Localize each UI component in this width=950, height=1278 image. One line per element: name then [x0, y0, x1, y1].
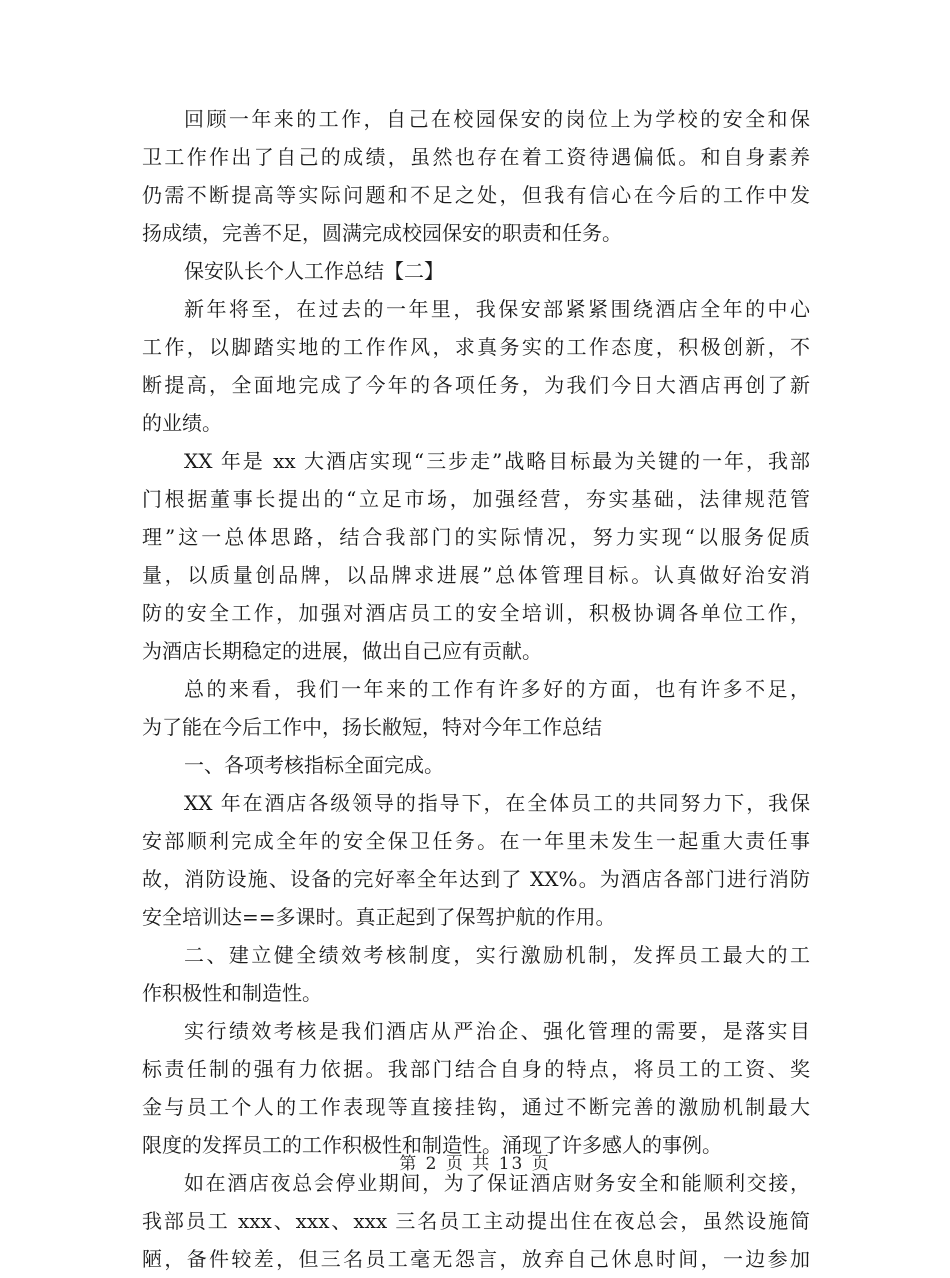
- text-line: 量，以质量创品牌，以品牌求进展”总体管理目标。认真做好治安消: [142, 563, 810, 587]
- text-line: 故，消防设施、设备的完好率全年达到了 XX%。为酒店各部门进行消防: [142, 867, 810, 891]
- text-line: 卫工作作出了自己的成绩，虽然也存在着工资待遇偏低。和自身素养: [142, 145, 810, 169]
- section-heading: 二、建立健全绩效考核制度，实行激励机制，发挥员工最大的工: [184, 943, 810, 967]
- text-line: 为酒店长期稳定的进展，做出自己应有贡献。: [142, 639, 542, 663]
- text-line: 回顾一年来的工作，自己在校园保安的岗位上为学校的安全和保: [184, 107, 810, 131]
- text-line: 仍需不断提高等实际问题和不足之处，但我有信心在今后的工作中发: [142, 183, 810, 207]
- text-line: 断提高，全面地完成了今年的各项任务，为我们今日大酒店再创了新: [142, 373, 810, 397]
- text-line: 门根据董事长提出的“立足市场，加强经营，夯实基础，法律规范管: [142, 487, 810, 511]
- text-line: 工作，以脚踏实地的工作作风，求真务实的工作态度，积极创新，不: [142, 335, 810, 359]
- section-heading: 作积极性和制造性。: [142, 981, 322, 1005]
- text-line: 理”这一总体思路，结合我部门的实际情况，努力实现“以服务促质: [142, 525, 810, 549]
- page-number-footer: 第 2 页 共 13 页: [399, 1154, 551, 1174]
- text-line: 如在酒店夜总会停业期间，为了保证酒店财务安全和能顺利交接，: [184, 1171, 810, 1195]
- text-line: 总的来看，我们一年来的工作有许多好的方面，也有许多不足，: [184, 677, 810, 701]
- text-line: 安全培训达==多课时。真正起到了保驾护航的作用。: [142, 905, 616, 929]
- text-line: 的业绩。: [142, 411, 222, 435]
- text-line: XX 年在酒店各级领导的指导下，在全体员工的共同努力下，我保: [184, 791, 810, 815]
- text-line: 陋，备件较差，但三名员工毫无怨言，放弃自己休息时间，一边参加: [142, 1247, 810, 1271]
- text-line: 新年将至，在过去的一年里，我保安部紧紧围绕酒店全年的中心: [184, 297, 810, 321]
- document-body: [142, 100, 810, 1278]
- text-line: 为了能在今后工作中，扬长敝短，特对今年工作总结: [142, 715, 602, 739]
- text-line: 我部员工 xxx、xxx、xxx 三名员工主动提出住在夜总会，虽然设施简: [142, 1209, 810, 1233]
- text-line: 安部顺利完成全年的安全保卫任务。在一年里未发生一起重大责任事: [142, 829, 810, 853]
- text-line: 限度的发挥员工的工作积极性和制造性。涌现了许多感人的事例。: [142, 1133, 722, 1157]
- text-line: 标责任制的强有力依据。我部门结合自身的特点，将员工的工资、奖: [142, 1057, 810, 1081]
- section-heading: 保安队长个人工作总结【二】: [184, 259, 444, 283]
- section-heading: 一、各项考核指标全面完成。: [184, 753, 444, 777]
- text-line: 实行绩效考核是我们酒店从严治企、强化管理的需要，是落实目: [184, 1019, 810, 1043]
- text-line: 防的安全工作，加强对酒店员工的安全培训，积极协调各单位工作，: [142, 601, 810, 625]
- text-line: XX 年是 xx 大酒店实现“三步走”战略目标最为关键的一年，我部: [184, 449, 810, 473]
- text-line: 扬成绩，完善不足，圆满完成校园保安的职责和任务。: [142, 221, 622, 245]
- text-line: 金与员工个人的工作表现等直接挂钩，通过不断完善的激励机制最大: [142, 1095, 810, 1119]
